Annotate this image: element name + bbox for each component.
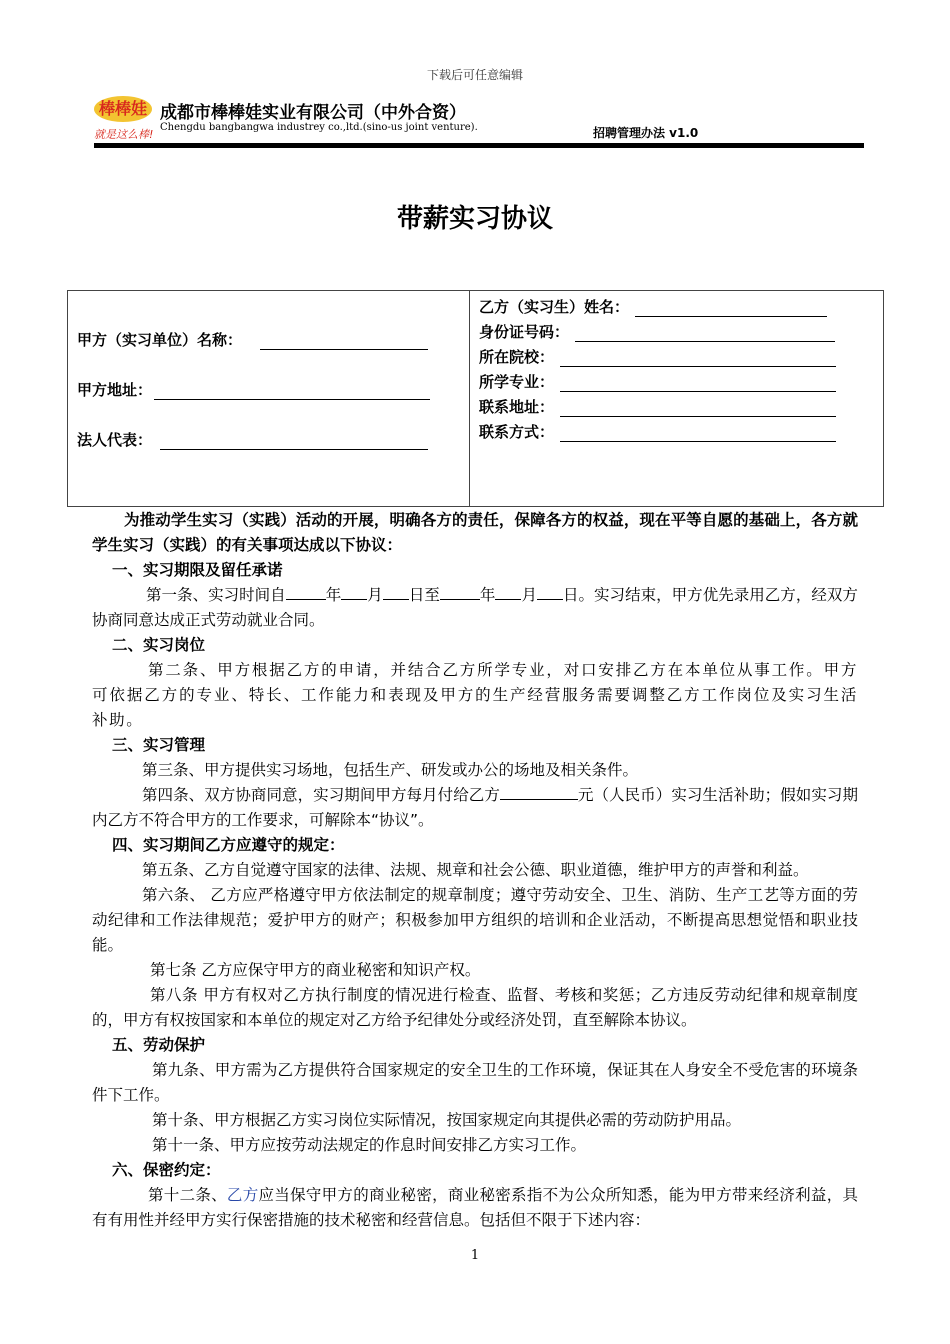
blank[interactable] <box>495 585 521 600</box>
section-heading: 五、劳动保护 <box>112 1036 206 1054</box>
label: 联系方式： <box>479 423 555 441</box>
blank-line[interactable] <box>260 335 428 350</box>
top-note: 下载后可任意编辑 <box>426 68 523 82</box>
blank-line[interactable] <box>160 435 428 450</box>
company-logo <box>94 96 152 146</box>
text: 。实习结束，甲方优先录用乙方，经双方协商同意达成正式劳动就业合同。 <box>92 586 858 629</box>
logo-slogan: 就是这么棒! <box>94 128 154 141</box>
party-b-name-field[interactable] <box>479 296 827 317</box>
blank[interactable] <box>383 585 409 600</box>
blank-line[interactable] <box>575 327 835 342</box>
blank-line[interactable] <box>560 352 836 367</box>
page-title: 带薪实习协议 <box>396 204 553 234</box>
blank[interactable] <box>286 585 326 600</box>
article-5: 第五条、乙方自觉遵守国家的法律、法规、规章和社会公德、职业道德，维护甲方的声誉和利益。 <box>142 861 809 879</box>
article-9: 第九条、甲方需为乙方提供符合国家规定的安全卫生的工作环境，保证其在人身安全不受危害的环境条件下工作。 <box>92 1061 858 1104</box>
party-b-address-field[interactable] <box>479 396 836 417</box>
article-7: 第七条 乙方应保守甲方的商业秘密和知识产权。 <box>150 961 481 979</box>
party-a-name-field[interactable] <box>77 329 428 350</box>
party-b-contact-field[interactable] <box>479 421 836 442</box>
section-heading: 六、保密约定： <box>112 1161 221 1179</box>
blank-line[interactable] <box>560 402 836 417</box>
label: 身份证号码： <box>479 323 570 341</box>
blank[interactable] <box>440 585 480 600</box>
section-heading: 二、实习岗位 <box>112 636 206 654</box>
party-a-address-field[interactable] <box>77 379 430 400</box>
highlighted-text: 乙方 <box>226 1186 259 1204</box>
party-b-school-field[interactable] <box>479 346 836 367</box>
text: 月 <box>367 586 383 604</box>
article-8: 第八条 甲方有权对乙方执行制度的情况进行检查、监督、考核和奖惩；乙方违反劳动纪律和规章制度的，甲方有权按国家和本单位的规定对乙方给予纪律处分或经济处罚，直至解除本协议。 <box>92 986 858 1029</box>
header-rule <box>94 143 864 148</box>
blank[interactable] <box>537 585 563 600</box>
company-name-en: Chengdu bangbangwa industrey co.,ltd.(sino-us joint venture). <box>160 122 478 133</box>
blank-line[interactable] <box>635 302 827 317</box>
parties-table <box>67 290 884 507</box>
agreement-body <box>92 508 858 1233</box>
blank[interactable] <box>341 585 367 600</box>
text: 第十二条、 <box>148 1186 227 1204</box>
text: 元（人民币）实习生活补助；假如实习期内乙方不符合甲方的工作要求，可解除本“协议”。 <box>92 786 858 829</box>
article-6: 第六条、 乙方应严格遵守甲方依法制定的规章制度；遵守劳动安全、卫生、消防、生产工艺等方面的劳动纪律和工作法律规范；爱护甲方的财产；积极参加甲方组织的培训和企业活动，不断提高思想觉悟和职业技能。 <box>92 886 858 954</box>
article-2: 第二条、甲方根据乙方的申请，并结合乙方所学专业，对口安排乙方在本单位从事工作。甲方可依据乙方的专业、特长、工作能力和表现及甲方的生产经营服务需要调整乙方工作岗位及实习生活补助。 <box>92 661 858 729</box>
text: 月 <box>521 586 537 604</box>
text: 至 <box>424 586 440 604</box>
logo-badge: 棒棒娃 <box>94 96 152 122</box>
page-number: 1 <box>470 1248 480 1263</box>
intro-paragraph: 为推动学生实习（实践）活动的开展，明确各方的责任，保障各方的权益，现在平等自愿的基础上，各方就学生实习（实践）的有关事项达成以下协议： <box>92 511 858 554</box>
article-12 <box>92 1183 858 1233</box>
party-a-legal-rep-field[interactable] <box>77 429 428 450</box>
text: 年 <box>325 586 342 604</box>
text: 年 <box>479 586 496 604</box>
label: 乙方（实习生）姓名： <box>479 298 630 316</box>
text: 日 <box>562 586 579 604</box>
text: 日 <box>408 586 425 604</box>
section-heading: 四、实习期间乙方应遵守的规定： <box>112 836 345 854</box>
party-b-id-field[interactable] <box>479 321 835 342</box>
article-3: 第三条、甲方提供实习场地，包括生产、研发或办公的场地及相关条件。 <box>142 761 639 779</box>
section-heading: 一、实习期限及留任承诺 <box>112 561 283 579</box>
company-name: 成都市棒棒娃实业有限公司（中外合资） <box>160 103 466 123</box>
label: 联系地址： <box>479 398 555 416</box>
blank-line[interactable] <box>154 385 430 400</box>
blank-line[interactable] <box>560 377 836 392</box>
label: 法人代表： <box>77 431 153 449</box>
text: 第一条、实习时间自 <box>146 586 286 604</box>
article-10: 第十条、甲方根据乙方实习岗位实际情况，按国家规定向其提供必需的劳动防护用品。 <box>152 1111 742 1129</box>
table-divider <box>469 291 470 506</box>
label: 甲方地址： <box>77 381 153 399</box>
text: 应当保守甲方的商业秘密，商业秘密系指不为公众所知悉，能为甲方带来经济利益，具有有用性并经甲方实行保密措施的技术秘密和经营信息。包括但不限于下述内容： <box>92 1186 858 1229</box>
section-heading: 三、实习管理 <box>112 736 206 754</box>
document-code: 招聘管理办法 v1.0 <box>593 126 699 140</box>
label: 甲方（实习单位）名称： <box>77 331 243 349</box>
article-4 <box>92 783 858 833</box>
text: 第四条、双方协商同意，实习期间甲方每月付给乙方 <box>142 786 500 804</box>
party-b-major-field[interactable] <box>479 371 836 392</box>
label: 所在院校： <box>479 348 555 366</box>
article-1 <box>92 583 858 633</box>
article-11: 第十一条、甲方应按劳动法规定的作息时间安排乙方实习工作。 <box>152 1136 587 1154</box>
label: 所学专业： <box>479 373 555 391</box>
blank-line[interactable] <box>560 427 836 442</box>
blank[interactable] <box>500 785 578 800</box>
